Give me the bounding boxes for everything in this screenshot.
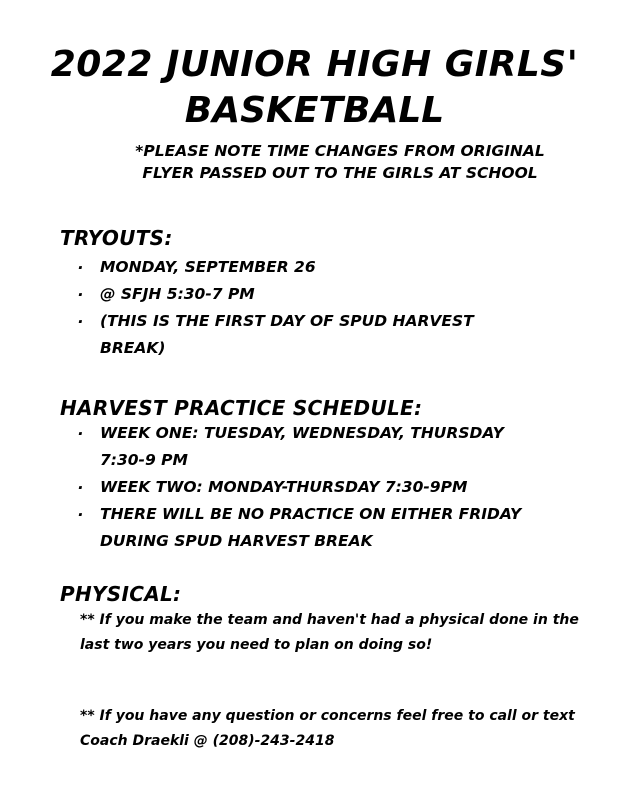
tryouts-list xyxy=(78,254,528,362)
list-item: . THERE WILL BE NO PRACTICE ON EITHER FRIDAY DURING SPUD HARVEST BREAK xyxy=(78,501,548,555)
contact-paragraph: ** If you have any question or concerns feel free to call or text Coach Draekli @ (208)-243-2418 xyxy=(80,708,575,749)
harvest-heading: HARVEST PRACTICE SCHEDULE: xyxy=(60,396,423,420)
title-line-1: 2022 JUNIOR HIGH GIRLS' xyxy=(50,44,579,85)
physical-paragraph: ** If you make the team and haven't had a physical done in the last two years you need to plan on doing so! xyxy=(80,612,579,653)
list-item: . MONDAY, SEPTEMBER 26 xyxy=(78,254,528,281)
list-item: . (THIS IS THE FIRST DAY OF SPUD HARVEST BREAK) xyxy=(78,308,528,362)
physical-heading: PHYSICAL: xyxy=(60,582,182,606)
time-change-note: *PLEASE NOTE TIME CHANGES FROM ORIGINAL FLYER PASSED OUT TO THE GIRLS AT SCHOOL xyxy=(135,142,545,182)
tryouts-heading: TRYOUTS: xyxy=(60,226,173,250)
list-item: . WEEK ONE: TUESDAY, WEDNESDAY, THURSDAY 7:30-9 PM xyxy=(78,420,548,474)
harvest-list xyxy=(78,420,548,555)
list-item: . WEEK TWO: MONDAY-THURSDAY 7:30-9PM xyxy=(78,474,548,501)
title-line-2: BASKETBALL xyxy=(184,90,445,131)
list-item: . @ SFJH 5:30-7 PM xyxy=(78,281,528,308)
